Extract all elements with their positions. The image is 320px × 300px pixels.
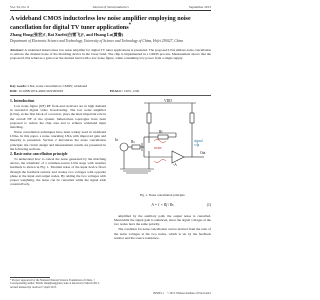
abstract-separator [10,95,211,96]
keywords [10,84,211,88]
eeacc-text: 1205; 1220 [123,89,140,93]
affiliation: Department of Electronic Science and Technology, University of Science and Technology of China, Hefei 230027, China [10,39,184,43]
paragraph: amplified by the auxiliary path, the output noise is cancelled. Meanwhile the signal gain is enhanced, since the signal voltages at the two nodes have the same polarity. [114,214,211,227]
circuit-schematic [114,97,211,192]
keywords-text: LNA; noise cancellation; CMOS; wideband [27,84,88,88]
copyright: © 2013 Chinese Institute of Electronics [166,292,211,295]
abstract-text: A wideband inductorless low noise amplifier for digital TV tuner applications is presented. The proposed LNA utilizes noise cancellation to remove the channel noise of the matching device in the lower band. The chip is implemented in a CMOS process. Measurement shows that the proposed LNA achieves a gain over the desired band with a low noise figure, while consuming low power from a single supply. [10,48,211,61]
paragraph: To understand how to cancel the noise generated by the matching device, the schematic of a common-source LNA stage with resistive feedback is shown in Fig. 1. Thermal noise of the input device flows through the feedback resistor and creates two voltages with opposite phase at the input and output nodes. By adding the two voltages with proper weighting, the noise can be cancelled while the signal adds constructively. [10,157,106,186]
title-footnote-mark: * [128,22,132,29]
page-number: 095003-1 [153,292,164,295]
journal-date: September 2013 [188,5,211,9]
label-vdd: VDD [164,99,172,103]
page-footer [153,292,211,295]
abstract [10,48,211,61]
eeacc [110,89,139,93]
equation-1 [114,203,211,207]
doi-line [10,89,211,93]
section-heading-noise-cancellation: 2. Basic noise cancellation principle [10,151,68,156]
journal-volume: Vol. 34, No. 9 [10,5,29,9]
label-rf: Rf [159,130,163,134]
paragraph: Low noise figure (NF) RF front-end receivers are in high demand in terrestrial digital video broadcasting. The low noise amplifier (LNA), as the first block of a receiver, plays the most important role in the overall NF of the system. Inductorless topologies have been proposed to reduce the chip area and to achieve wideband input matching. [10,104,106,129]
doi-label: DOI: [10,89,18,93]
section-heading-introduction: 1. Introduction [10,99,35,103]
figure-caption: Fig. 1. Noise cancellation principle. [139,193,186,197]
header-rule [10,10,211,11]
label-noise: noise [154,146,162,150]
label-signal: signal [194,139,203,143]
author-list: Zhang Hong(张宏)†, Bai Xuefei(白雪飞)†, and Huang Lu(黄鲁) [10,32,124,37]
keywords-label: Key words: [10,84,27,88]
right-column [114,214,211,241]
paragraph: The condition for noise cancellation can be derived from the ratio of the noise voltages at the two nodes, which is set by the feedback resistor and the source resistance. [114,227,211,240]
title-text: A wideband CMOS inductorless low noise amplifier employing noise cancellation for digital TV tuner applications [10,15,191,32]
label-in: In [115,138,118,142]
label-amplifier: -A [173,163,177,167]
equation-number: (1) [206,203,211,207]
eeacc-label: EEACC: [110,89,123,93]
label-out: Out [200,151,206,155]
label-rs: Rs [131,140,135,144]
footnote: * Project supported by the National Natural Science Foundation of China. † Corresponding author. Email: zhanghong@ustc.edu.cn Received 2 March 2013, revised manuscript received 7 April 2013 [10,279,100,289]
running-header [10,5,211,13]
doi-text: 10.1088/1674-4926/34/9/095003 [18,89,64,93]
paragraph: Noise cancellation techniques have been widely used in wideband LNAs. In this paper, a noise canceling LNA with improved gain and linearity is presented. Section 2 introduces the noise cancellation principle; the circuit design and measurement results are presented in the following sections. [10,130,106,151]
figure-1 [114,97,211,197]
equation-text: A = 1 + Rf / Rs [151,203,174,207]
left-column [10,98,106,187]
abstract-label: Abstract: [10,48,24,52]
footnote-rule [10,277,50,278]
paper-title [10,15,211,32]
journal-name: Journal of Semiconductors [92,5,129,9]
